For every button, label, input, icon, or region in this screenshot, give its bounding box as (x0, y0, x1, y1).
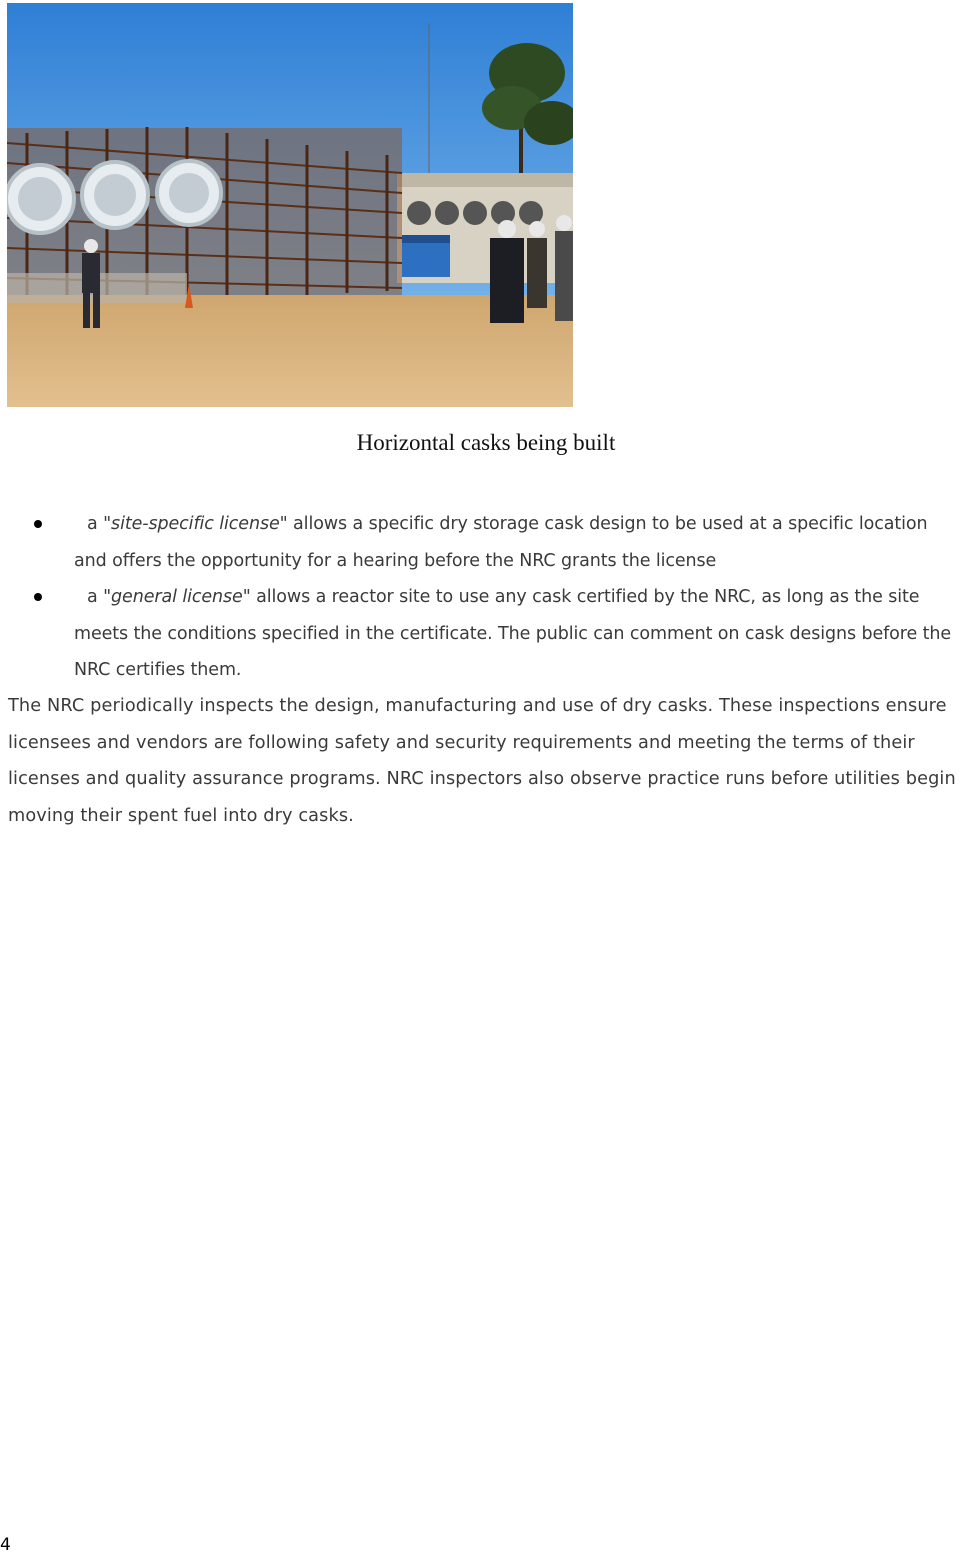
cask-construction-image (7, 3, 573, 407)
bullet-term: general license (111, 587, 243, 607)
bullet-text: " allows a reactor site to use any cask certified by the NRC, as long as the site meets the conditions specified in the certificate. The public can comment on cask designs before the NRC certifies them. (74, 587, 952, 680)
license-bullet-list (0, 506, 960, 689)
bullet-term: site-specific license (111, 514, 280, 534)
bullet-text: " allows a specific dry storage cask design to be used at a specific location and offers the opportunity for a hearing before the NRC grants the license (74, 514, 928, 571)
bullet-site-specific-license (0, 506, 960, 579)
bullet-prefix: a " (87, 514, 112, 534)
figure-caption: Horizontal casks being built (356, 430, 616, 455)
construction-photo (7, 3, 573, 407)
bullet-general-license (0, 579, 960, 689)
bullet-dot-icon (34, 593, 42, 601)
bullet-dot-icon (34, 520, 42, 528)
bullet-prefix: a " (87, 587, 112, 607)
page-number: 4 (0, 1535, 11, 1555)
inspection-paragraph: The NRC periodically inspects the design, manufacturing and use of dry casks. These inspections ensure licensees and vendors are following safety and security requirements and meeting the terms of their licenses and quality assurance programs. NRC inspectors also observe practice runs before utilities begin moving their spent fuel into dry casks. (8, 696, 956, 826)
